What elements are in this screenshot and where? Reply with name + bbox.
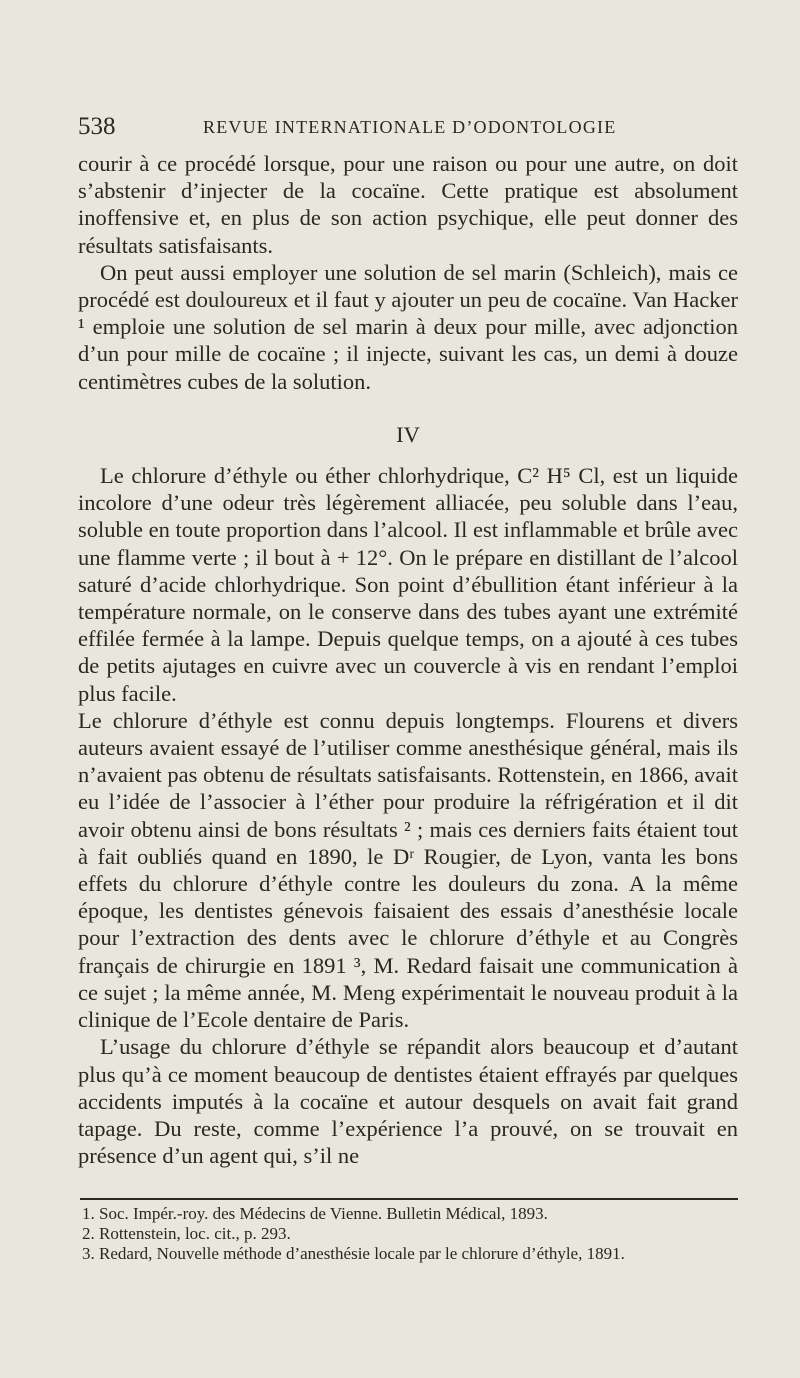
paragraph: courir à ce procédé lorsque, pour une raison ou pour une autre, on doit s’abstenir d’injecter de la cocaïne. Cette pratique est absolument inoffensive et, en plus de son action psychique, elle peut donner des résultats satisfaisants.: [78, 151, 738, 258]
page-header: [78, 113, 738, 143]
running-title: REVUE INTERNATIONALE D’ODONTOLOGIE: [203, 117, 617, 137]
paragraph: Le chlorure d’éthyle est connu depuis longtemps. Flourens et divers auteurs avaient essayé de l’utiliser comme anesthésique général, mais ils n’avaient pas obtenu de résultats satisfaisants. Rottenstein, en 1866, avait eu l’idée de l’associer à l’éther pour produire la réfrigération et il dit avoir obtenu ainsi de bons résultats ² ; mais ces derniers faits étaient tout à fait oubliés quand en 1890, le Dʳ Rougier, de Lyon, vanta les bons effets du chlorure d’éthyle contre les douleurs du zona. A la même époque, les dentistes génevois faisaient des essais d’anesthésie locale pour l’extraction des dents avec le chlorure d’éthyle et au Congrès français de chirurgie en 1891 ³, M. Redard faisait une communication à ce sujet ; la même année, M. Meng expérimentait le nouveau produit à la clinique de l’Ecole dentaire de Paris.: [78, 707, 738, 1033]
footnote: 3. Redard, Nouvelle méthode d’anesthésie locale par le chlorure d’éthyle, 1891.: [82, 1244, 625, 1263]
footnotes: [80, 1198, 738, 1264]
page-number: 538: [78, 113, 116, 140]
footnote: 1. Soc. Impér.-roy. des Médecins de Vienne. Bulletin Médical, 1893.: [82, 1204, 548, 1223]
paragraph: On peut aussi employer une solution de sel marin (Schleich), mais ce procédé est douloureux et il faut y ajouter un peu de cocaïne. Van Hacker ¹ emploie une solution de sel marin à deux pour mille, avec adjonction d’un pour mille de cocaïne ; il injecte, suivant les cas, un demi à douze centimètres cubes de la solution.: [78, 259, 738, 394]
footnote: 2. Rottenstein, loc. cit., p. 293.: [82, 1224, 291, 1243]
body-text: [78, 150, 738, 1169]
paragraph: L’usage du chlorure d’éthyle se répandit alors beaucoup et d’autant plus qu’à ce moment beaucoup de dentistes étaient effrayés par quelques accidents imputés à la cocaïne et autour desquels on avait fait grand tapage. Du reste, comme l’expérience l’a prouvé, on se trouvait en présence d’un agent qui, s’il ne: [78, 1034, 738, 1169]
section-heading: IV: [396, 421, 420, 447]
paragraph: Le chlorure d’éthyle ou éther chlorhydrique, C² H⁵ Cl, est un liquide incolore d’une odeur très légèrement alliacée, peu soluble dans l’eau, soluble en toute proportion dans l’alcool. Il est inflammable et brûle avec une flamme verte ; il bout à + 12°. On le prépare en distillant de l’alcool saturé d’acide chlorhydrique. Son point d’ébullition étant inférieur à la température normale, on le conserve dans des tubes ayant une extrémité effilée fermée à la lampe. Depuis quelque temps, on a ajouté à ces tubes de petits ajutages en cuivre avec un couvercle à vis en rendant l’emploi plus facile.: [78, 463, 738, 706]
